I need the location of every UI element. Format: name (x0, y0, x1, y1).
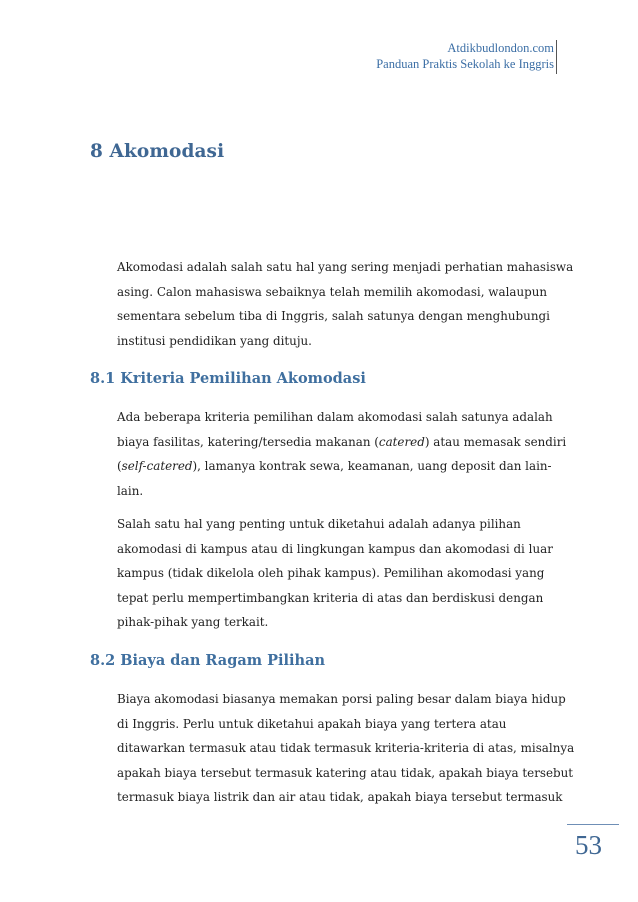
paragraph-line: di Inggris. Perlu untuk diketahui apakah biaya yang tertera atau (117, 716, 507, 731)
paragraph-line: institusi pendidikan yang dituju. (117, 333, 312, 348)
running-header (376, 40, 554, 72)
criteria-paragraph (117, 405, 567, 503)
paragraph-line: lain. (117, 483, 144, 498)
paragraph-line: ditawarkan termasuk atau tidak termasuk kriteria-kriteria di atas, misalnya (117, 741, 575, 755)
intro-paragraph (117, 255, 574, 353)
paragraph-line: akomodasi di kampus atau di lingkungan kampus dan akomodasi di luar (117, 541, 553, 556)
paragraph-line (117, 430, 567, 455)
header-divider (556, 40, 557, 74)
paragraph-line: asing. Calon mahasiswa sebaiknya telah memilih akomodasi, walaupun (117, 284, 548, 299)
emphasis-term: catered (378, 434, 425, 449)
text-run: biaya fasilitas, katering/tersedia makanan ( (117, 434, 379, 449)
header-site: Atdikbudlondon.com (447, 41, 554, 55)
paragraph-line: pihak-pihak yang terkait. (117, 615, 269, 629)
paragraph-line: Biaya akomodasi biasanya memakan porsi paling besar dalam biaya hidup (117, 692, 566, 706)
text-run: ), lamanya kontrak sewa, keamanan, uang deposit dan lain- (192, 459, 552, 473)
paragraph-line: Akomodasi adalah salah satu hal yang sering menjadi perhatian mahasiswa (117, 260, 574, 274)
text-run: ( (117, 459, 122, 473)
header-subtitle: Panduan Praktis Sekolah ke Inggris (376, 57, 554, 71)
footer-divider (567, 824, 619, 825)
paragraph-line: sementara sebelum tiba di Inggris, salah satunya dengan menghubungi (117, 309, 550, 323)
cost-paragraph (117, 687, 575, 810)
paragraph-line: Salah satu hal yang penting untuk diketahui adalah adanya pilihan (117, 517, 521, 531)
text-run: ) atau memasak sendiri (424, 434, 567, 449)
paragraph-line: Ada beberapa kriteria pemilihan dalam akomodasi salah satunya adalah (117, 410, 553, 424)
section-title-8-2: 8.2 Biaya dan Ragam Pilihan (90, 652, 326, 669)
chapter-title: 8 Akomodasi (90, 141, 225, 162)
paragraph-line: kampus (tidak dikelola oleh pihak kampus). Pemilihan akomodasi yang (117, 566, 545, 580)
paragraph-line: termasuk biaya listrik dan air atau tidak, apakah biaya tersebut termasuk (117, 790, 563, 804)
campus-paragraph (117, 512, 553, 635)
page-number: 53 (575, 830, 602, 860)
section-title-8-1: 8.1 Kriteria Pemilihan Akomodasi (90, 370, 366, 387)
paragraph-line: apakah biaya tersebut termasuk katering atau tidak, apakah biaya tersebut (117, 765, 574, 780)
paragraph-line: tepat perlu mempertimbangkan kriteria di atas dan berdiskusi dengan (117, 590, 544, 605)
emphasis-term: self-catered (121, 459, 193, 473)
paragraph-line (117, 454, 552, 479)
